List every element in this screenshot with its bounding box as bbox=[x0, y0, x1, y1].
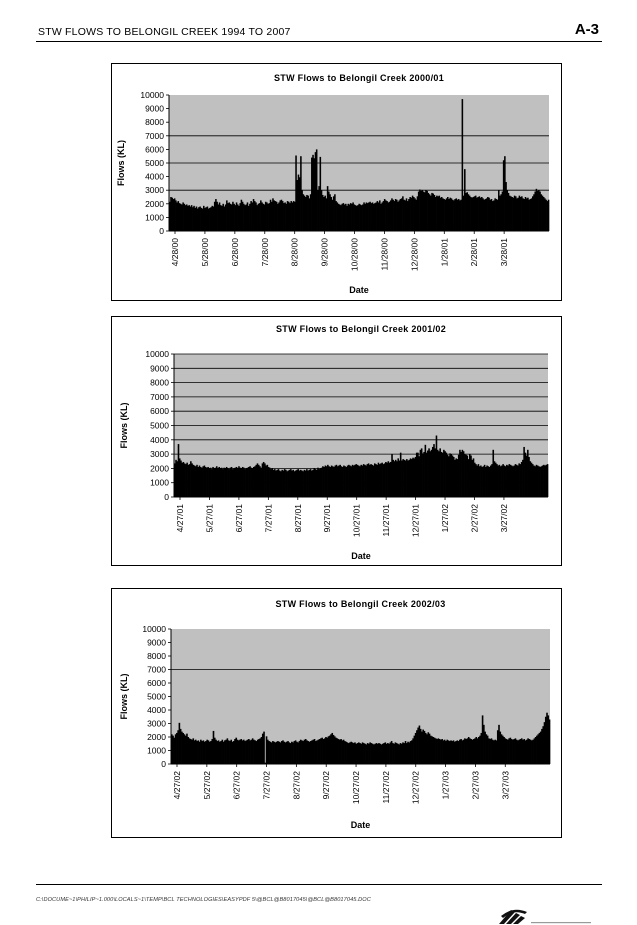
x-tick-label: 11/27/02 bbox=[380, 771, 391, 804]
x-tick-label: 9/28/00 bbox=[319, 238, 330, 267]
x-axis-label: Date bbox=[350, 820, 371, 830]
y-tick-label: 3000 bbox=[145, 185, 164, 196]
chart-title: STW Flows to Belongil Creek 2000/01 bbox=[273, 73, 445, 83]
y-tick-label: 5000 bbox=[150, 420, 169, 431]
x-tick-label: 4/27/02 bbox=[172, 771, 182, 800]
x-tick-label: 4/27/01 bbox=[175, 504, 185, 533]
data-bar bbox=[263, 732, 265, 764]
x-tick-label: 12/27/01 bbox=[410, 504, 421, 538]
data-bar bbox=[547, 464, 549, 497]
y-tick-label: 9000 bbox=[147, 637, 166, 648]
company-logo-icon bbox=[497, 906, 597, 925]
y-axis-label: Flows (KL) bbox=[116, 140, 126, 186]
x-tick-label: 5/28/00 bbox=[199, 238, 210, 267]
footer-rule bbox=[36, 884, 602, 885]
y-tick-label: 1000 bbox=[150, 477, 169, 488]
y-axis-label: Flows (KL) bbox=[119, 402, 129, 449]
x-tick-label: 7/27/02 bbox=[261, 771, 272, 800]
y-tick-label: 3000 bbox=[147, 718, 166, 729]
x-tick-label: 1/27/03 bbox=[440, 771, 451, 800]
y-tick-label: 4000 bbox=[145, 171, 164, 182]
y-tick-label: 8000 bbox=[147, 651, 166, 661]
chart-svg bbox=[112, 64, 561, 300]
x-tick-label: 7/28/00 bbox=[259, 238, 270, 267]
x-tick-label: 6/27/02 bbox=[231, 771, 242, 800]
data-bar bbox=[549, 719, 551, 764]
y-axis-label: Flows (KL) bbox=[119, 673, 129, 720]
y-tick-label: 6000 bbox=[150, 406, 169, 417]
document-header-title: STW FLOWS TO BELONGIL CREEK 1994 TO 2007 bbox=[38, 26, 291, 38]
y-tick-label: 0 bbox=[164, 492, 169, 502]
data-bar bbox=[548, 200, 550, 231]
chart-2000-01 bbox=[111, 63, 562, 301]
chart-svg bbox=[112, 589, 561, 837]
x-tick-label: 7/27/01 bbox=[263, 504, 274, 533]
y-tick-label: 9000 bbox=[150, 363, 169, 374]
y-tick-label: 6000 bbox=[147, 678, 166, 688]
y-tick-label: 5000 bbox=[145, 158, 164, 168]
y-tick-label: 7000 bbox=[147, 664, 166, 675]
x-tick-label: 6/27/01 bbox=[233, 504, 244, 533]
x-tick-label: 11/27/01 bbox=[381, 504, 392, 537]
chart-svg bbox=[112, 317, 561, 565]
y-tick-label: 6000 bbox=[145, 144, 164, 155]
y-tick-label: 10000 bbox=[142, 624, 166, 634]
chart-2002-03 bbox=[111, 588, 562, 838]
x-tick-label: 10/27/02 bbox=[351, 771, 362, 805]
y-tick-label: 8000 bbox=[150, 377, 169, 388]
x-tick-label: 12/27/02 bbox=[410, 771, 421, 805]
x-tick-label: 10/27/01 bbox=[351, 504, 362, 538]
x-axis-label: Date bbox=[349, 285, 369, 295]
x-tick-label: 10/28/00 bbox=[349, 238, 360, 272]
y-tick-label: 4000 bbox=[147, 705, 166, 715]
x-tick-label: 3/27/03 bbox=[500, 771, 511, 800]
y-tick-label: 2000 bbox=[150, 463, 169, 474]
x-tick-label: 3/28/01 bbox=[499, 238, 510, 267]
x-tick-label: 6/28/00 bbox=[229, 238, 240, 267]
x-tick-label: 5/27/01 bbox=[204, 504, 215, 533]
y-tick-label: 4000 bbox=[150, 434, 169, 445]
y-tick-label: 10000 bbox=[140, 90, 164, 100]
x-tick-label: 2/28/01 bbox=[469, 238, 480, 267]
x-tick-label: 9/27/01 bbox=[322, 504, 333, 533]
x-tick-label: 5/27/02 bbox=[201, 771, 212, 800]
y-tick-label: 1000 bbox=[147, 745, 166, 756]
x-tick-label: 9/27/02 bbox=[321, 771, 332, 800]
chart-title: STW Flows to Belongil Creek 2002/03 bbox=[275, 599, 446, 609]
x-tick-label: 12/28/00 bbox=[409, 238, 420, 272]
y-tick-label: 5000 bbox=[147, 691, 166, 702]
x-axis-label: Date bbox=[351, 551, 371, 561]
x-tick-label: 4/28/00 bbox=[170, 238, 180, 267]
y-tick-label: 0 bbox=[161, 759, 166, 769]
x-tick-label: 8/27/01 bbox=[292, 504, 303, 533]
y-tick-label: 7000 bbox=[145, 130, 164, 141]
footer-file-path: C:\DOCUME~1\PHILIP~1.000\LOCALS~1\TEMP\BCL TECHNOLOGIES\EASYPDF 5\@BCL@B8017045\@BCL@B8017045.DOC bbox=[36, 897, 371, 903]
y-tick-label: 3000 bbox=[150, 449, 169, 460]
y-tick-label: 2000 bbox=[147, 732, 166, 742]
y-tick-label: 0 bbox=[159, 226, 164, 236]
y-tick-label: 2000 bbox=[145, 198, 164, 209]
page-code: A-3 bbox=[574, 21, 599, 38]
chart-title: STW Flows to Belongil Creek 2001/02 bbox=[275, 324, 447, 334]
y-tick-label: 1000 bbox=[145, 212, 164, 223]
y-tick-label: 7000 bbox=[150, 391, 169, 402]
header-rule bbox=[36, 41, 602, 42]
x-tick-label: 8/28/00 bbox=[289, 238, 300, 267]
y-tick-label: 9000 bbox=[145, 103, 164, 114]
y-tick-label: 10000 bbox=[145, 349, 169, 359]
x-tick-label: 11/28/00 bbox=[379, 238, 390, 271]
x-tick-label: 1/27/02 bbox=[440, 504, 451, 533]
x-tick-label: 1/28/01 bbox=[439, 238, 450, 267]
x-tick-label: 2/27/03 bbox=[470, 771, 481, 800]
chart-2001-02 bbox=[111, 316, 562, 566]
x-tick-label: 2/27/02 bbox=[469, 504, 480, 533]
y-tick-label: 8000 bbox=[145, 117, 164, 128]
x-tick-label: 3/27/02 bbox=[498, 504, 509, 533]
x-tick-label: 8/27/02 bbox=[291, 771, 302, 800]
